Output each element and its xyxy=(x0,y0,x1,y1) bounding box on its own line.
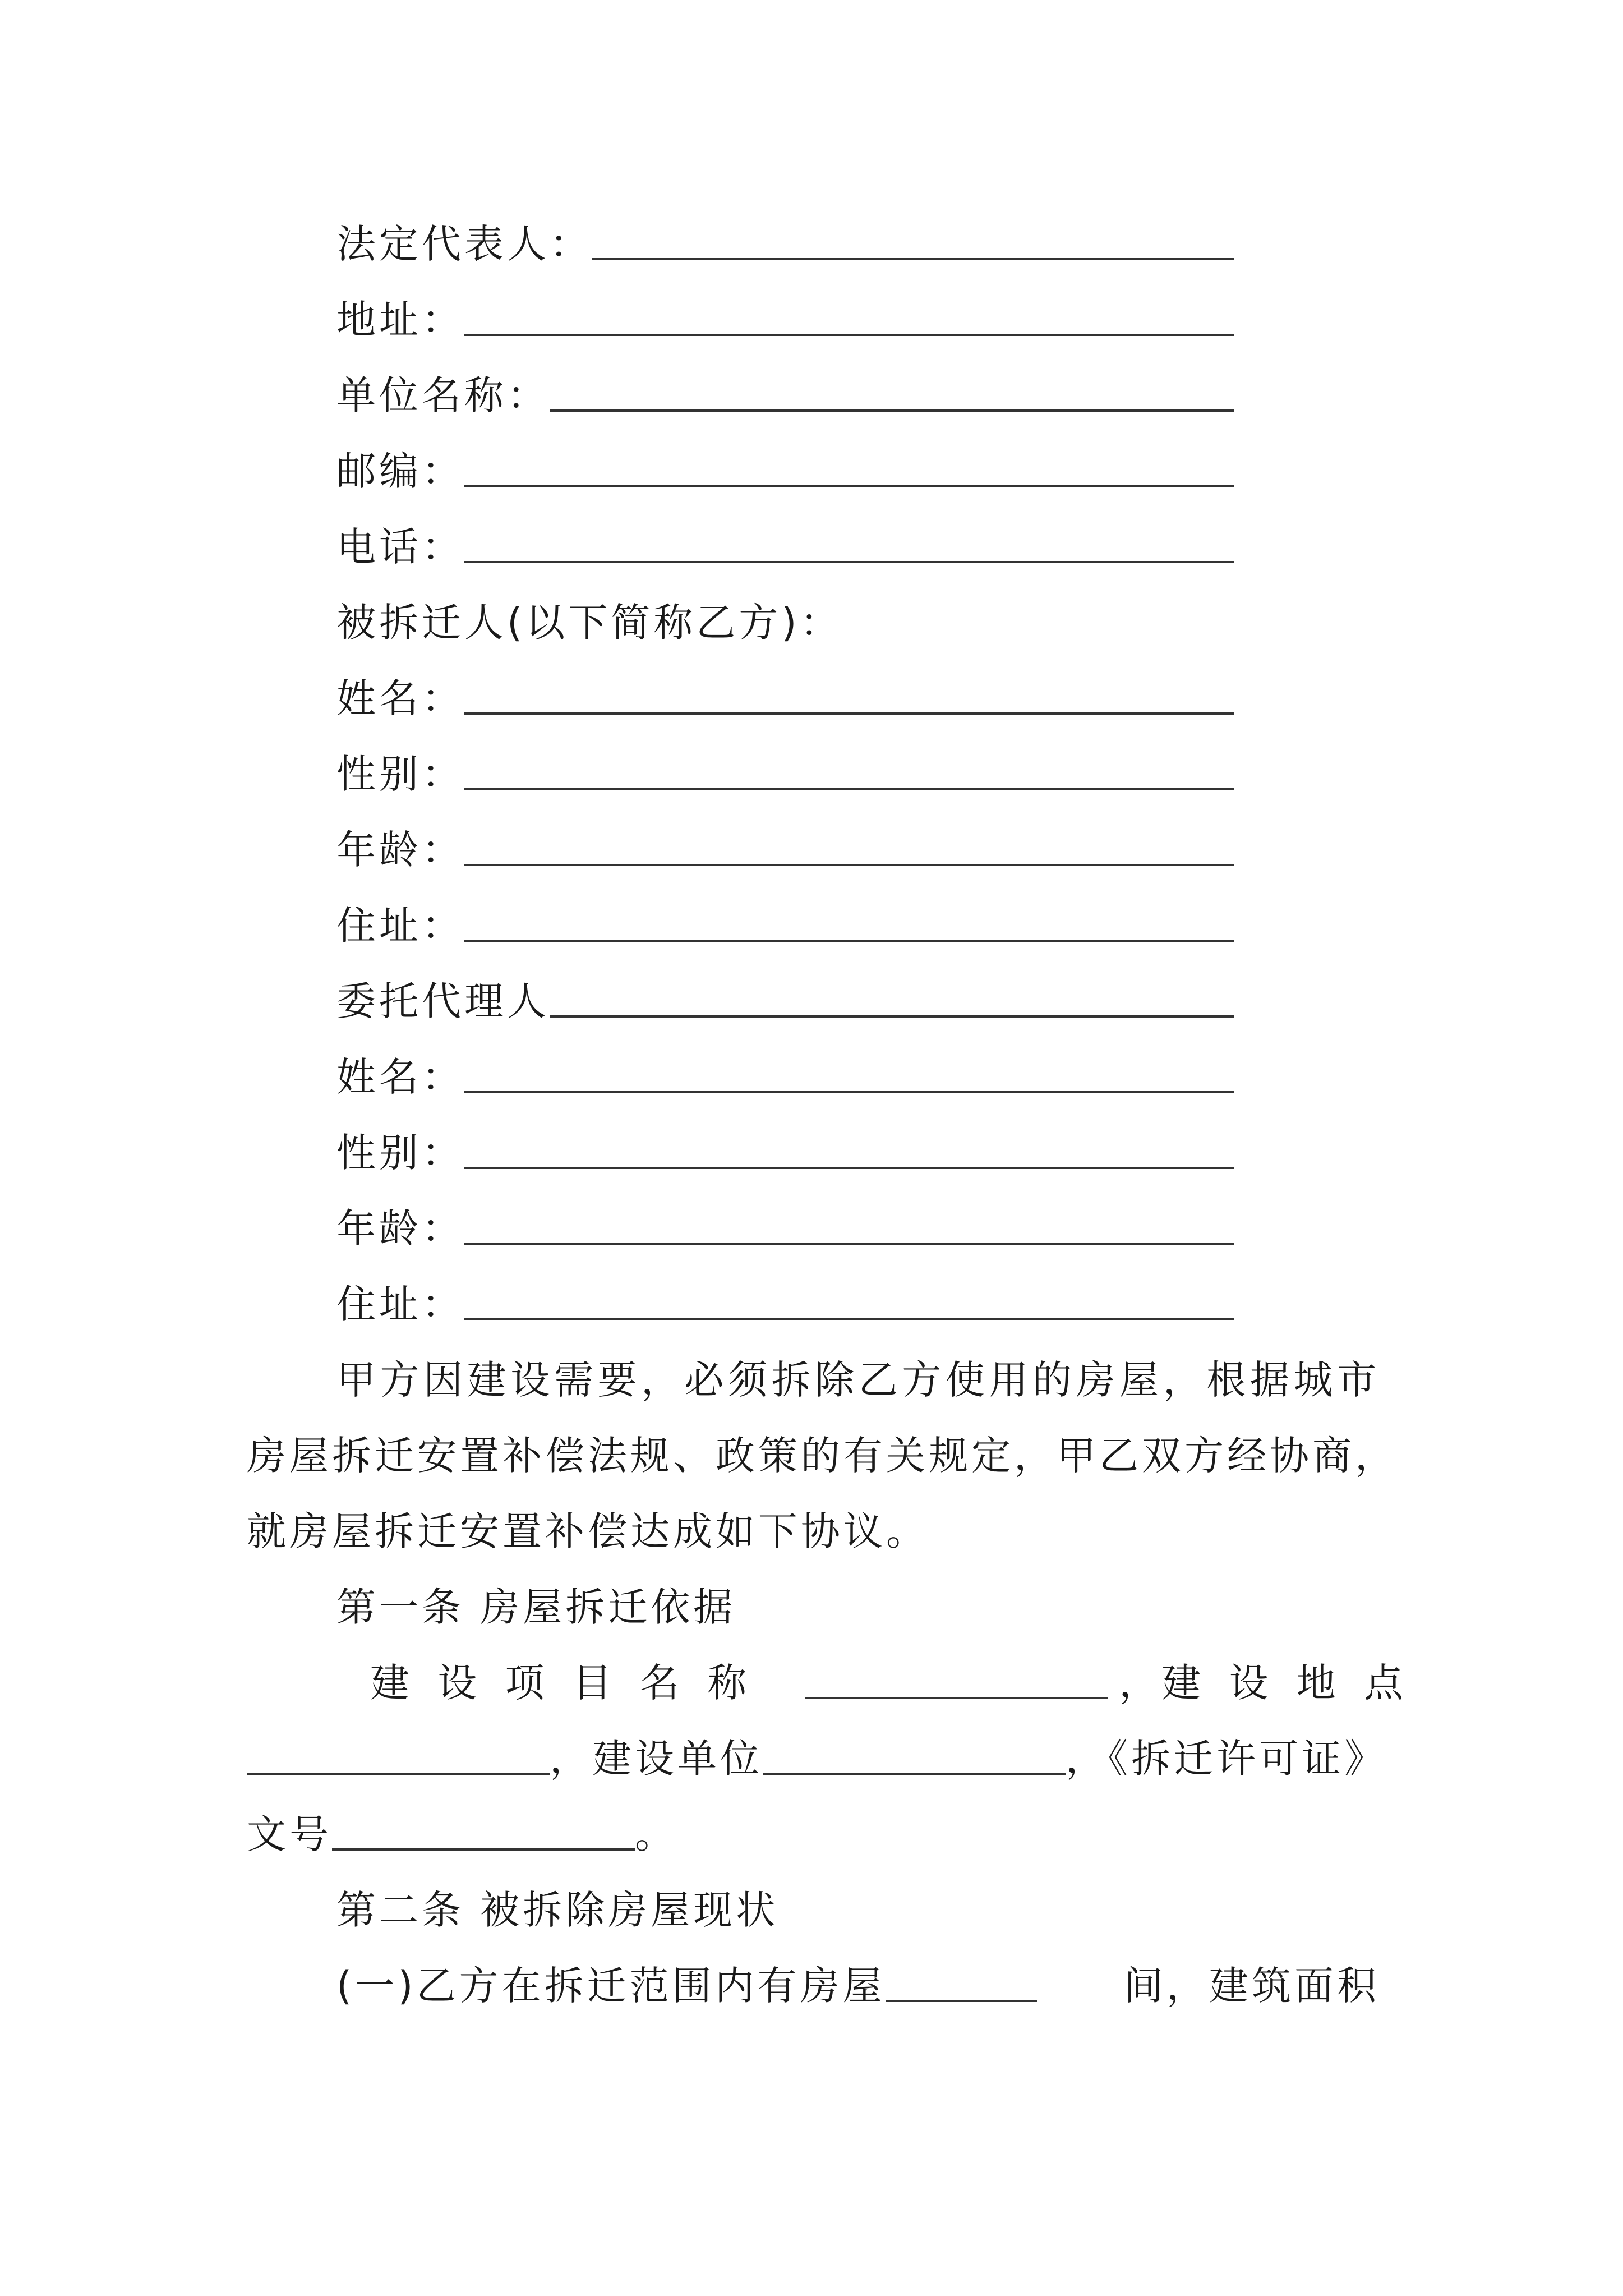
intro-line-3: 就房屋拆迁安置补偿达成如下协议。 xyxy=(247,1508,929,1554)
field-label: 性别： xyxy=(336,751,464,797)
period-text: 。 xyxy=(635,1811,677,1857)
address-field[interactable] xyxy=(336,289,1234,351)
party-b-heading: 被拆迁人(以下简称乙方)： xyxy=(336,600,843,646)
field-label: 法定代表人： xyxy=(336,221,592,267)
builder-label: ，建设单位 xyxy=(550,1736,763,1782)
field-label: 年龄： xyxy=(336,827,464,873)
agent-name-field[interactable] xyxy=(336,1046,1234,1108)
fill-in-blank[interactable] xyxy=(592,258,1234,260)
intro-line-1: 甲方因建设需要，必须拆除乙方使用的房屋，根据城市 xyxy=(336,1357,1380,1403)
agent-address-field[interactable] xyxy=(336,1273,1234,1335)
comma-text: ， xyxy=(1119,1660,1162,1706)
party-b-address-field[interactable] xyxy=(336,895,1234,956)
field-label: 邮编： xyxy=(336,448,464,494)
field-label: 性别： xyxy=(336,1130,464,1176)
field-label: 地址： xyxy=(336,297,464,343)
field-label: 姓名： xyxy=(336,1054,464,1100)
field-label: 年龄： xyxy=(336,1205,464,1251)
project-name-label: 建 设 项 目 名 称 xyxy=(370,1660,755,1706)
fill-in-blank[interactable] xyxy=(464,334,1234,336)
builder-blank[interactable] xyxy=(763,1773,1066,1775)
location-label: 建 设 地 点 xyxy=(1161,1660,1412,1706)
item-1-start: (一)乙方在拆迁范围内有房屋 xyxy=(336,1963,886,2009)
intro-line-2: 房屋拆迁安置补偿法规、政策的有关规定，甲乙双方经协商， xyxy=(247,1433,1398,1479)
fill-in-blank[interactable] xyxy=(464,864,1234,866)
article-1-line-2 xyxy=(247,1728,1387,1789)
project-name-blank[interactable] xyxy=(805,1697,1108,1699)
article-1-title: 第一条 房屋拆迁依据 xyxy=(336,1584,736,1630)
unit-name-field[interactable] xyxy=(336,365,1234,426)
field-label: 电话： xyxy=(336,524,464,570)
fill-in-blank[interactable] xyxy=(464,788,1234,790)
agent-heading: 委托代理人 xyxy=(336,978,550,1024)
postcode-field[interactable] xyxy=(336,440,1234,502)
field-label: 单位名称： xyxy=(336,372,550,418)
fill-in-blank[interactable] xyxy=(464,1167,1234,1169)
fill-in-blank[interactable] xyxy=(464,485,1234,487)
doc-no-blank[interactable] xyxy=(332,1848,635,1851)
article-1-line-3 xyxy=(247,1803,1380,1865)
fill-in-blank[interactable] xyxy=(464,561,1234,563)
fill-in-blank[interactable] xyxy=(464,940,1234,942)
fill-in-blank[interactable] xyxy=(550,409,1234,412)
phone-field[interactable] xyxy=(336,516,1234,578)
item-1-end: 间，建筑面积 xyxy=(1124,1963,1380,2009)
location-blank[interactable] xyxy=(247,1773,550,1775)
fill-in-blank[interactable] xyxy=(464,712,1234,715)
fill-in-blank[interactable] xyxy=(550,1015,1234,1018)
field-label: 姓名： xyxy=(336,675,464,721)
party-b-age-field[interactable] xyxy=(336,819,1234,881)
fill-in-blank[interactable] xyxy=(464,1318,1234,1320)
agent-age-field[interactable] xyxy=(336,1198,1234,1259)
field-label: 住址： xyxy=(336,903,464,949)
legal-representative-field[interactable] xyxy=(336,213,1234,275)
party-b-name-field[interactable] xyxy=(336,668,1234,729)
fill-in-blank[interactable] xyxy=(464,1243,1234,1245)
agent-field[interactable] xyxy=(336,970,1234,1032)
article-2-item-1 xyxy=(336,1955,1380,2017)
field-label: 住址： xyxy=(336,1281,464,1327)
rooms-blank[interactable] xyxy=(886,2000,1037,2002)
article-1-line-1 xyxy=(370,1652,1412,1714)
agent-gender-field[interactable] xyxy=(336,1122,1234,1184)
doc-no-label: 文号 xyxy=(247,1811,332,1857)
fill-in-blank[interactable] xyxy=(464,1091,1234,1093)
party-b-gender-field[interactable] xyxy=(336,743,1234,805)
permit-label: ，《拆迁许可证》 xyxy=(1066,1736,1387,1782)
article-2-title: 第二条 被拆除房屋现状 xyxy=(336,1887,779,1933)
